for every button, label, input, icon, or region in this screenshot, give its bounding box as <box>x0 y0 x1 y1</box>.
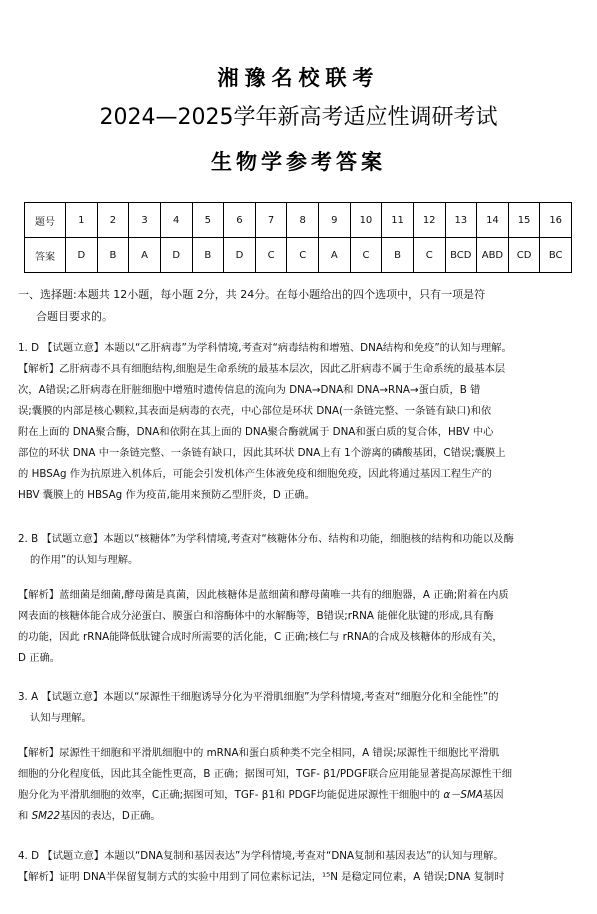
table-cell: 12 <box>413 203 445 238</box>
question-1-head: 1. D 【试题立意】本题以“乙肝病毒”为学科情境,考查对“病毒结构和增殖、DNA结构和免疫”的认知与理解。 <box>18 342 512 354</box>
table-row-answers <box>25 238 572 273</box>
table-cell: A <box>319 238 351 273</box>
table-cell: 4 <box>160 203 192 238</box>
table-cell: 1 <box>66 203 98 238</box>
table-cell: 7 <box>255 203 287 238</box>
table-cell: D <box>160 238 192 273</box>
table-cell: 6 <box>224 203 256 238</box>
table-cell: BCD <box>445 238 477 273</box>
question-4-block <box>18 846 583 888</box>
question-3-head: 认知与理解。 <box>30 712 92 724</box>
question-3-line <box>18 806 583 827</box>
table-cell: D <box>66 238 98 273</box>
table-cell: 13 <box>445 203 477 238</box>
table-cell: C <box>413 238 445 273</box>
question-4-line: 【解析】证明 DNA半保留复制方式的实验中用到了同位素标记法，¹⁵N 是稳定同位素，A 错误;DNA 复制时 <box>18 871 505 883</box>
text-span: 胞分化为平滑肌细胞的效率，C正确;据图可知，TGF- β1和 PDGF均能促进尿源性干细胞中的 <box>18 789 444 801</box>
question-4-head: 4. D 【试题立意】本题以“DNA复制和基因表达”为学科情境,考查对“DNA复制和基因表达”的认知与理解。 <box>18 850 504 862</box>
table-cell: C <box>287 238 319 273</box>
table-cell: ABD <box>477 238 509 273</box>
table-cell: 16 <box>540 203 572 238</box>
question-1-line: 次，A错误;乙肝病毒在肝脏细胞中增殖时遗传信息的流向为 DNA→DNA和 DNA→RNA→蛋白质，B 错 <box>18 384 481 396</box>
table-cell: D <box>224 238 256 273</box>
question-2-analysis <box>18 585 583 669</box>
table-cell: 5 <box>192 203 224 238</box>
question-2-line: D 正确。 <box>18 652 61 664</box>
question-2-block <box>18 529 583 571</box>
table-cell: 3 <box>129 203 161 238</box>
question-2-line: 的功能，因此 rRNA能降低肽键合成时所需要的活化能，C 正确;核仁与 rRNA的合成及核糖体的形成有关， <box>18 631 503 643</box>
question-1-line: HBV 囊膜上的 HBSAg 作为疫苗,能用来预防乙型肝炎，D 正确。 <box>18 489 315 501</box>
table-cell: C <box>350 238 382 273</box>
question-1-line: 【解析】乙肝病毒不具有细胞结构,细胞是生命系统的最基本层次，因此乙肝病毒不属于生命系统的最基本层 <box>18 363 506 375</box>
question-3-block <box>18 687 583 729</box>
table-cell: 14 <box>477 203 509 238</box>
table-cell: 11 <box>382 203 414 238</box>
table-cell: B <box>97 238 129 273</box>
question-1-line: 部位的环状 DNA 中一条链完整、一条链有缺口，因此其环状 DNA上有 1个游离的磷酸基团，C错误;囊膜上 <box>18 447 506 459</box>
question-1-line: 附在上面的 DNA聚合酶，DNA和依附在其上面的 DNA聚合酶就属于 DNA和蛋白质的复合体，HBV 中心 <box>18 426 494 438</box>
org-title: 湘豫名校联考 <box>217 66 380 90</box>
table-cell: B <box>192 238 224 273</box>
table-cell: 10 <box>350 203 382 238</box>
question-1-block <box>18 338 583 506</box>
section-heading-line: 一、选择题:本题共 12小题，每小题 2分，共 24分。在每小题给出的四个选项中，只有一项是符 <box>18 288 486 301</box>
question-2-head: 2. B 【试题立意】本题以“核糖体”为学科情境,考查对“核糖体分布、结构和功能，细胞核的结构和功能以及酶 <box>18 533 514 545</box>
section-heading-line: 合题目要求的。 <box>36 310 113 323</box>
table-cell: 9 <box>319 203 351 238</box>
text-span: 基因的表达，D正确。 <box>60 810 161 822</box>
table-cell: 8 <box>287 203 319 238</box>
table-cell: CD <box>508 238 540 273</box>
row-label: 题号 <box>25 203 66 238</box>
gene-name: SM22 <box>31 810 61 822</box>
text-span: 基因 <box>482 789 504 801</box>
text-span: 和 <box>18 810 32 822</box>
table-cell: C <box>255 238 287 273</box>
table-cell: B <box>382 238 414 273</box>
question-2-line: 网表面的核糖体能合成分泌蛋白、膜蛋白和溶酶体中的水解酶等，B错误;rRNA 能催化肽键的形成,具有酶 <box>18 610 494 622</box>
question-3-line: 【解析】尿源性干细胞和平滑肌细胞中的 mRNA和蛋白质种类不完全相同，A 错误;尿源性干细胞比平滑肌 <box>18 747 500 759</box>
doc-title: 生物学参考答案 <box>211 150 386 174</box>
table-cell: A <box>129 238 161 273</box>
table-cell: BC <box>540 238 572 273</box>
question-2-line: 【解析】蓝细菌是细菌,酵母菌是真菌，因此核糖体是蓝细菌和酵母菌唯一共有的细胞器，A 正确;附着在内质 <box>18 589 509 601</box>
question-1-line: 的 HBSAg 作为抗原进入机体后，可能会引发机体产生体液免疫和细胞免疫，因此将通过基因工程生产的 <box>18 468 492 480</box>
question-3-line <box>18 785 583 806</box>
question-1-line: 误;囊膜的内部是核心颗粒,其表面是病毒的衣壳，中心部位是环状 DNA(一条链完整、一条链有缺口)和依 <box>18 405 492 417</box>
table-cell: 15 <box>508 203 540 238</box>
row-label: 答案 <box>25 238 66 273</box>
gene-name: α－SMA <box>443 789 483 801</box>
question-3-analysis <box>18 743 583 827</box>
question-3-line: 细胞的分化程度低，因此其全能性更高，B 正确；据图可知，TGF- β1/PDGF联合应用能显著提高尿源性干细 <box>18 768 513 780</box>
question-3-head: 3. A 【试题立意】本题以“尿源性干细胞诱导分化为平滑肌细胞”为学科情境,考查对“细胞分化和全能性”的 <box>18 691 499 703</box>
exam-title: 2024—2025学年新高考适应性调研考试 <box>99 105 498 130</box>
answer-table <box>24 202 572 273</box>
table-cell: 2 <box>97 203 129 238</box>
question-2-head: 的作用”的认知与理解。 <box>30 554 139 566</box>
section-heading <box>18 284 583 328</box>
table-row-numbers <box>25 203 572 238</box>
